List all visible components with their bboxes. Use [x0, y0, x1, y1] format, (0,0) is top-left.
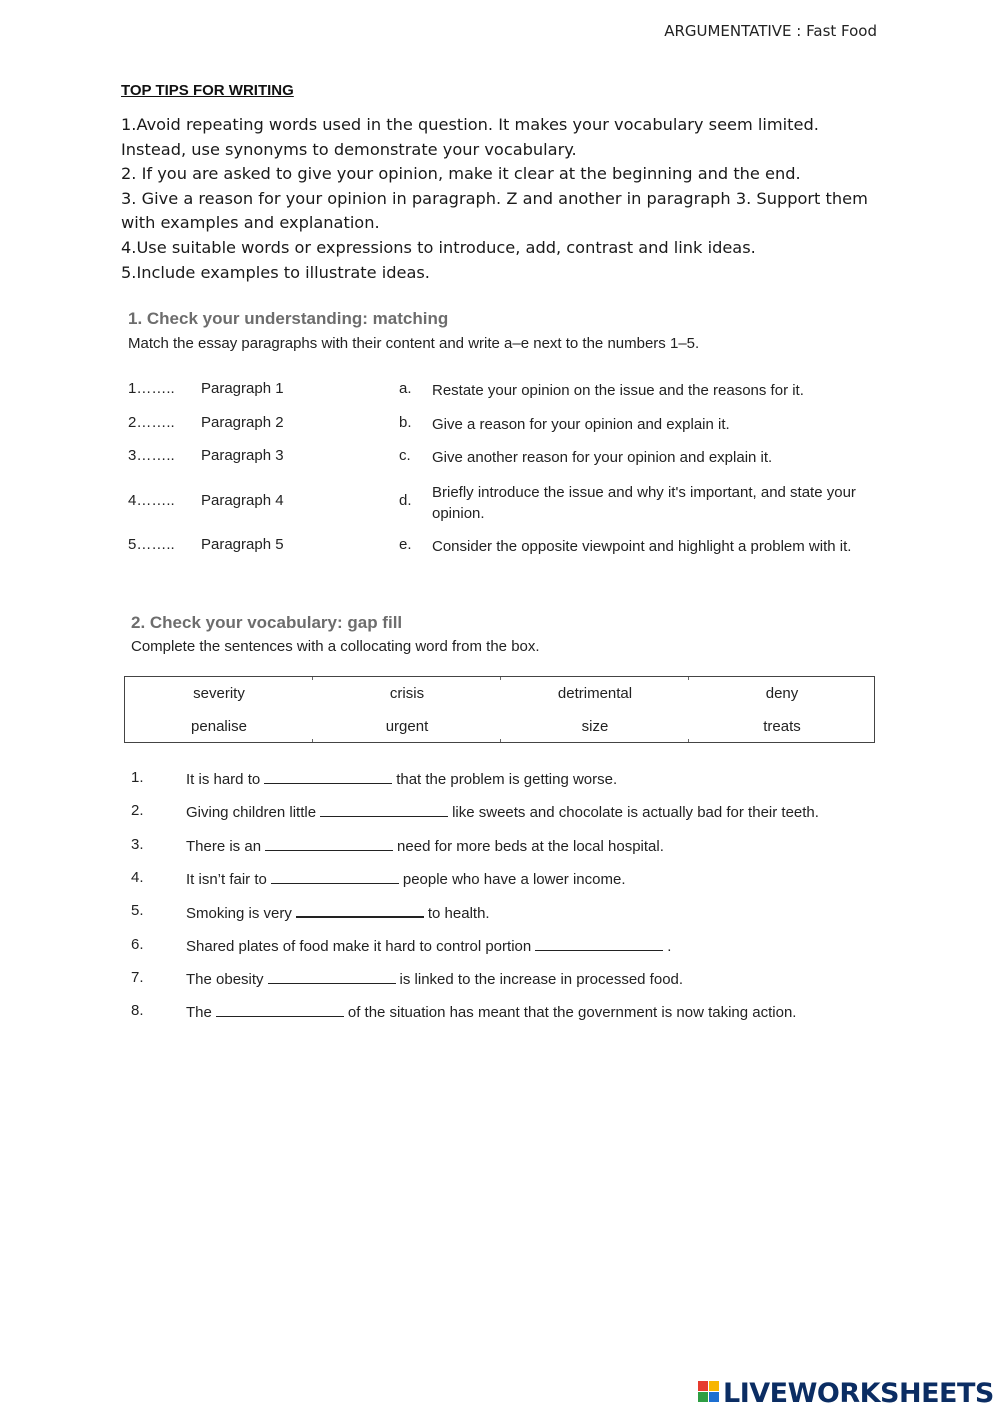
option-content: Give another reason for your opinion and explain it. — [432, 449, 773, 466]
vocab-instruction: Complete the sentences with a collocating word from the box. — [131, 638, 540, 655]
option-content: Consider the opposite viewpoint and highlight a problem with it. — [432, 538, 852, 555]
logo-text: LIVEWORKSHEETS — [723, 1377, 994, 1409]
option-letter: c. — [399, 447, 411, 464]
sentence-number: 7. — [131, 969, 144, 986]
cell-divider — [688, 739, 689, 742]
tips-title: TOP TIPS FOR WRITING — [121, 82, 294, 99]
cell-divider — [500, 739, 501, 742]
tip-line: 3. Give a reason for your opinion in paragraph. Z and another in paragraph 3. Support them — [121, 188, 868, 208]
sentence-after: to health. — [427, 905, 490, 922]
paragraph-label: Paragraph 5 — [201, 536, 284, 553]
option-letter: b. — [399, 414, 412, 431]
option-content: Give a reason for your opinion and explain it. — [432, 416, 730, 433]
answer-slot[interactable]: 1…….. — [128, 380, 175, 397]
answer-slot[interactable]: 4…….. — [128, 492, 175, 509]
sentence-before: Smoking is very — [186, 905, 292, 922]
matching-instruction: Match the essay paragraphs with their content and write a–e next to the numbers 1–5. — [128, 335, 700, 352]
answer-slot[interactable]: 5…….. — [128, 536, 175, 553]
sentence-before: Shared plates of food make it hard to control portion — [186, 938, 532, 955]
option-letter: e. — [399, 536, 412, 553]
sentence-number: 8. — [131, 1002, 144, 1019]
sentence-number: 6. — [131, 936, 144, 953]
gap-blank[interactable] — [271, 869, 399, 884]
option-letter: d. — [399, 492, 412, 509]
gap-blank[interactable] — [320, 802, 448, 817]
word-box — [124, 676, 875, 743]
sentence-before: The obesity — [186, 971, 264, 988]
sentence-after: of the situation has meant that the government is now taking action. — [347, 1004, 797, 1021]
sentence-number: 4. — [131, 869, 144, 886]
logo-block-red — [698, 1381, 708, 1391]
tip-line: with examples and explanation. — [121, 213, 380, 233]
tip-line: 4.Use suitable words or expressions to introduce, add, contrast and link ideas. — [121, 237, 756, 257]
answer-slot[interactable]: 2…….. — [128, 414, 175, 431]
gap-blank[interactable] — [535, 936, 663, 951]
tip-line: 5.Include examples to illustrate ideas. — [121, 262, 430, 282]
cell-divider — [500, 677, 501, 680]
matching-section-title: 1. Check your understanding: matching — [128, 309, 449, 328]
gap-blank[interactable] — [216, 1002, 344, 1017]
vocab-section-title: 2. Check your vocabulary: gap fill — [131, 613, 403, 632]
gap-blank[interactable] — [296, 902, 424, 918]
logo-block-blue — [709, 1392, 719, 1402]
sentence-before: It isn’t fair to — [186, 871, 267, 888]
word-box-item: urgent — [385, 718, 429, 735]
logo-block-green — [698, 1392, 708, 1402]
word-box-item: detrimental — [557, 685, 633, 702]
sentence-after: people who have a lower income. — [402, 871, 626, 888]
sentence-before: It is hard to — [186, 771, 261, 788]
logo-blocks-icon — [698, 1381, 720, 1405]
tip-line: Instead, use synonyms to demonstrate your vocabulary. — [121, 139, 577, 159]
sentence-before: The — [186, 1004, 212, 1021]
word-box-item: penalise — [191, 718, 247, 735]
logo-block-yellow — [709, 1381, 719, 1391]
cell-divider — [312, 739, 313, 742]
option-content: Restate your opinion on the issue and the reasons for it. — [432, 382, 804, 399]
sentence-after: need for more beds at the local hospital. — [397, 838, 664, 855]
word-box-item: deny — [765, 685, 799, 702]
option-content: Briefly introduce the issue and why it's important, and state your opinion. — [432, 484, 856, 522]
sentence-after: . — [667, 938, 672, 955]
tip-line: 1.Avoid repeating words used in the question. It makes your vocabulary seem limited. — [121, 115, 819, 134]
liveworksheets-logo[interactable] — [698, 1378, 994, 1408]
sentence-before: Giving children little — [186, 804, 317, 821]
document-header-title: ARGUMENTATIVE : Fast Food — [664, 22, 877, 40]
word-box-item: treats — [763, 718, 801, 735]
sentence-number: 2. — [131, 802, 144, 819]
paragraph-label: Paragraph 3 — [201, 447, 284, 464]
gap-blank[interactable] — [264, 769, 392, 784]
gap-blank[interactable] — [265, 836, 393, 851]
sentence-after: that the problem is getting worse. — [396, 771, 618, 788]
sentence-after: like sweets and chocolate is actually bad for their teeth. — [452, 804, 819, 821]
word-box-item: severity — [193, 685, 245, 702]
paragraph-label: Paragraph 2 — [201, 414, 284, 431]
sentence-after: is linked to the increase in processed food. — [399, 971, 684, 988]
option-letter: a. — [399, 380, 412, 397]
tips-list — [121, 113, 881, 285]
word-box-item: size — [581, 718, 609, 735]
gap-blank[interactable] — [268, 969, 396, 984]
cell-divider — [688, 677, 689, 680]
paragraph-label: Paragraph 4 — [201, 492, 284, 509]
sentence-before: There is an — [186, 838, 262, 855]
sentence-number: 5. — [131, 902, 144, 919]
sentence-number: 3. — [131, 836, 144, 853]
cell-divider — [312, 677, 313, 680]
sentence-number: 1. — [131, 769, 144, 786]
word-box-item: crisis — [389, 685, 425, 702]
tip-line: 2. If you are asked to give your opinion, make it clear at the beginning and the end. — [121, 164, 801, 184]
answer-slot[interactable]: 3…….. — [128, 447, 175, 464]
paragraph-label: Paragraph 1 — [201, 380, 284, 397]
